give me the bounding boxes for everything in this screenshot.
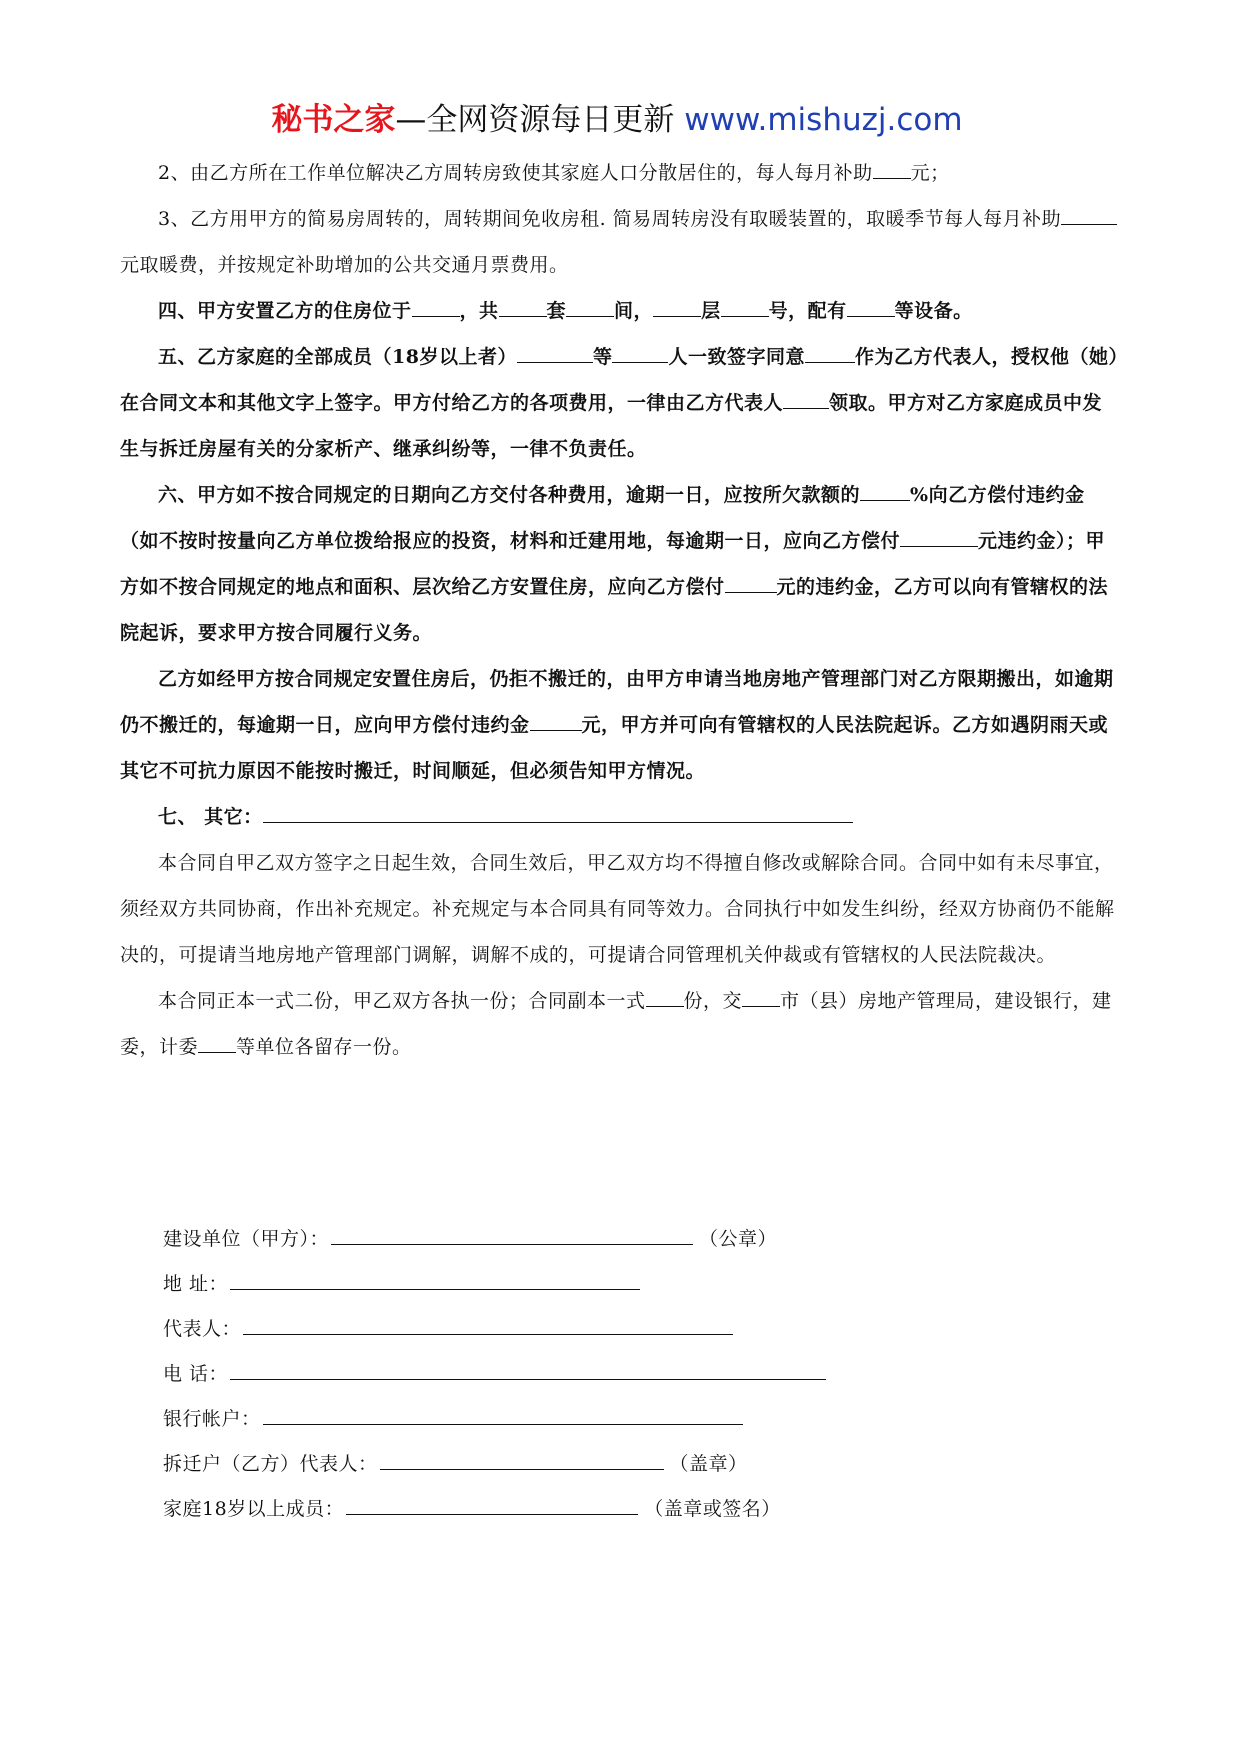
representative-label: 代表人： [163,1318,242,1340]
party-b-label: 拆迁户（乙方）代表人： [163,1453,378,1475]
blank-line [566,294,614,317]
blank-line [499,294,547,317]
adult-members-label: 家庭18岁以上成员： [163,1498,345,1520]
adult-members-seal-label: （盖章或签名） [644,1498,781,1520]
adult-members-row [163,1490,1063,1535]
text: 四、甲方安置乙方的住房位于 [158,300,412,322]
paragraph-subsidy-3 [120,196,1120,288]
text: ，共 [459,300,499,322]
representative-field[interactable] [243,1310,733,1335]
text: 等设备。 [894,300,973,322]
blank-line [612,340,668,363]
header-url[interactable]: www.mishuzj.com [684,102,963,138]
text: 元； [910,162,950,184]
text: 层 [701,300,721,322]
bank-account-field[interactable] [263,1400,743,1425]
paragraph-effectiveness [120,840,1120,978]
blank-line [653,294,701,317]
text: 等 [592,346,613,368]
contract-body [120,150,1120,1070]
header-brand: 秘书之家 [271,102,396,138]
phone-field[interactable] [230,1355,826,1380]
signature-block [163,1220,1063,1535]
party-a-seal-label: （公章） [699,1228,778,1250]
text: 本合同正本一式二份，甲乙双方各执一份；合同副本一式 [158,990,646,1012]
party-b-seal-label: （盖章） [669,1453,748,1475]
phone-row [163,1355,1063,1400]
blank-line [412,294,460,317]
blank-line [198,1030,236,1053]
blank-line [721,294,769,317]
text: 元，甲方并可向有管辖权的人民法院起诉。乙方如遇阴雨天或其它不可抗力原因不能按时搬迁，时间顺延，但必须告知甲方情况。 [120,714,1109,782]
text: 领取。甲方对乙方家庭成员中发生与拆迁房屋有关的分家析产、继承纠纷等，一律不负责任。 [120,392,1103,460]
text: 元的违约金，乙方可以向有管辖权的法院起诉，要求甲方按合同履行义务。 [120,576,1109,644]
address-field[interactable] [230,1265,640,1290]
blank-line [860,478,910,501]
blank-line [1061,202,1117,225]
section-6-penalty [120,472,1120,656]
section-7-other [120,794,1120,840]
site-header [0,100,1234,140]
party-a-label: 建设单位（甲方）： [163,1228,330,1250]
text: 3、乙方用甲方的简易房周转的，周转期间免收房租. 简易周转房没有取暖装置的，取暖季节每人每月补助 [158,208,1062,230]
text: 等单位各留存一份。 [236,1036,412,1058]
text: 2、由乙方所在工作单位解决乙方周转房致使其家庭人口分散居住的，每人每月补助 [158,162,873,184]
blank-line [725,570,777,593]
text: 六、甲方如不按合同规定的日期向乙方交付各种费用，逾期一日，应按所欠款额的 [158,484,861,506]
party-b-field[interactable] [380,1445,664,1470]
address-row [163,1265,1063,1310]
party-b-row [163,1445,1063,1490]
blank-line [783,386,829,409]
text: 元取暖费，并按规定补助增加的公共交通月票费用。 [120,254,569,276]
text: 份，交 [683,990,743,1012]
text: 乙方如经甲方按合同规定安置住房后，仍拒不搬迁的，由甲方申请当地房地产管理部门对乙方限期搬出，如逾期仍不搬迁的，每逾期一日，应向甲方偿付违约金 [120,668,1114,736]
blank-line [530,708,582,731]
blank-line [873,156,911,179]
text: 元违约金）；甲方如不按合同规定的地点和面积、层次给乙方安置住房，应向乙方偿付 [120,530,1106,598]
blank-line [517,340,593,363]
bank-account-label: 银行帐户： [163,1408,261,1430]
party-a-field[interactable] [331,1220,693,1245]
party-a-row [163,1220,1063,1265]
text: 七、 其它： [158,806,263,828]
text: 市（县）房地产管理局，建设银行，建委，计委 [120,990,1112,1058]
text: 套 [546,300,567,322]
text: %向乙方偿付违约金（如不按时按量向乙方单位拨给报应的投资，材料和迁建用地，每逾期一日，应向乙方偿付 [120,484,1085,552]
representative-row [163,1310,1063,1355]
adult-members-field[interactable] [346,1490,638,1515]
text: 间， [614,300,654,322]
blank-line [847,294,895,317]
text: 人一致签字同意 [668,346,805,368]
bank-account-row [163,1400,1063,1445]
blank-line [646,984,684,1007]
blank-line [805,340,855,363]
section-5-members [120,334,1120,472]
paragraph-subsidy-2 [120,150,1120,196]
text: 号，配有 [768,300,847,322]
text: 本合同自甲乙双方签字之日起生效，合同生效后，甲乙双方均不得擅自修改或解除合同。合同中如有未尽事宜，须经双方共同协商，作出补充规定。补充规定与本合同具有同等效力。合同执行中如发生纠纷，经双方协商仍不能解决的，可提请当地房地产管理部门调解，调解不成的，可提请合同管理机关仲裁或有管辖权的人民法院裁决。 [120,852,1115,966]
text: 五、乙方家庭的全部成员（18岁以上者） [158,346,517,368]
blank-line [263,800,853,823]
blank-line [900,524,978,547]
text: 作为乙方代表人，授权他（她）在合同文本和其他文字上签字。甲方付给乙方的各项费用，一律由乙方代表人 [120,346,1119,414]
phone-label: 电 话： [163,1363,229,1385]
header-tagline: —全网资源每日更新 [395,102,675,138]
blank-line [742,984,780,1007]
address-label: 地 址： [163,1273,229,1295]
section-6-relocation [120,656,1120,794]
section-4-housing [120,288,1120,334]
paragraph-copies [120,978,1120,1070]
